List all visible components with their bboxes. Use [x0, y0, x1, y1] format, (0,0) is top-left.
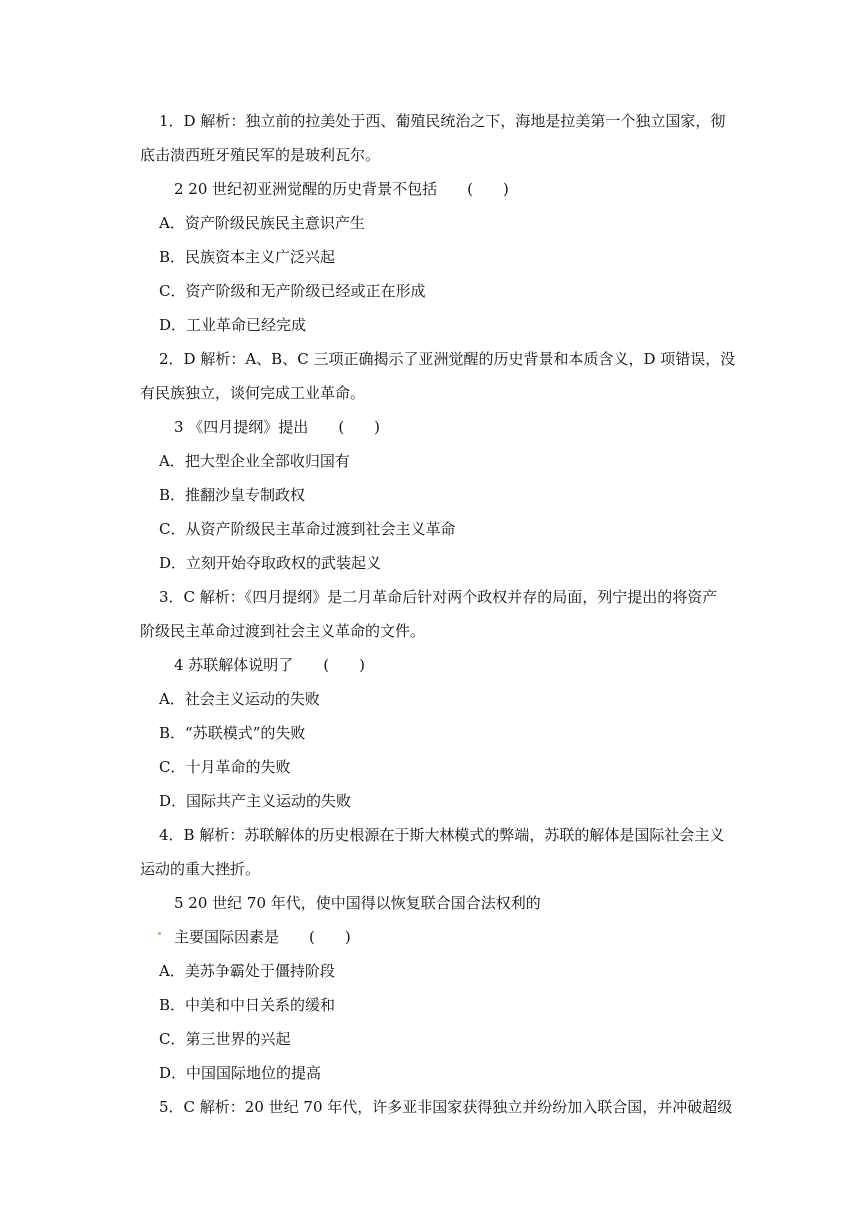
question-5-option-b: B．中美和中日关系的缓和 [159, 996, 336, 1014]
question-3-option-a: A．把大型企业全部收归国有 [159, 452, 350, 470]
answer-2-line-1: 2．D 解析：A、B、C 三项正确揭示了亚洲觉醒的历史背景和本质含义，D 项错误，没 [159, 350, 736, 368]
question-3-option-c: C．从资产阶级民主革命过渡到社会主义革命 [159, 520, 456, 538]
answer-4-line-1: 4．B 解析：苏联解体的历史根源在于斯大林模式的弊端，苏联的解体是国际社会主义 [159, 826, 725, 844]
answer-3-line-1: 3．C 解析：《四月提纲》是二月革命后针对两个政权并存的局面，列宁提出的将资产 [159, 588, 718, 606]
answer-3-line-2: 阶级民主革命过渡到社会主义革命的文件。 [140, 622, 426, 640]
question-4: 4 苏联解体说明了 ( ) [174, 656, 366, 674]
question-4-option-d: D．国际共产主义运动的失败 [159, 792, 352, 810]
stray-mark [158, 932, 161, 935]
question-5-option-c: C．第三世界的兴起 [159, 1030, 291, 1048]
answer-1-line-1: 1．D 解析：独立前的拉美处于西、葡殖民统治之下，海地是拉美第一个独立国家，彻 [159, 112, 726, 130]
question-2-option-b: B．民族资本主义广泛兴起 [159, 248, 336, 266]
answer-2-line-2: 有民族独立，谈何完成工业革命。 [140, 384, 366, 402]
question-5-line-1: 5 20 世纪 70 年代，使中国得以恢复联合国合法权利的 [174, 894, 541, 912]
question-3-option-b: B．推翻沙皇专制政权 [159, 486, 306, 504]
answer-5-line-1: 5．C 解析：20 世纪 70 年代，许多亚非国家获得独立并纷纷加入联合国，并冲破超级 [159, 1098, 733, 1116]
answer-4-line-2: 运动的重大挫折。 [140, 860, 261, 878]
question-2-option-c: C．资产阶级和无产阶级已经或正在形成 [159, 282, 426, 300]
question-5-line-2: 主要国际因素是 ( ) [174, 928, 351, 946]
question-4-option-c: C．十月革命的失败 [159, 758, 291, 776]
question-4-option-b: B．“苏联模式”的失败 [159, 724, 306, 742]
question-3-option-d: D．立刻开始夺取政权的武装起义 [159, 554, 382, 572]
question-5-option-a: A．美苏争霸处于僵持阶段 [159, 962, 335, 980]
answer-1-line-2: 底击溃西班牙殖民军的是玻利瓦尔。 [140, 146, 381, 164]
question-4-option-a: A．社会主义运动的失败 [159, 690, 320, 708]
question-2: 2 20 世纪初亚洲觉醒的历史背景不包括 ( ) [174, 180, 509, 198]
question-2-option-d: D．工业革命已经完成 [159, 316, 307, 334]
question-5-option-d: D．中国国际地位的提高 [159, 1064, 322, 1082]
question-2-option-a: A．资产阶级民族民主意识产生 [159, 214, 365, 232]
question-3: 3 《四月提纲》提出 ( ) [174, 418, 381, 436]
